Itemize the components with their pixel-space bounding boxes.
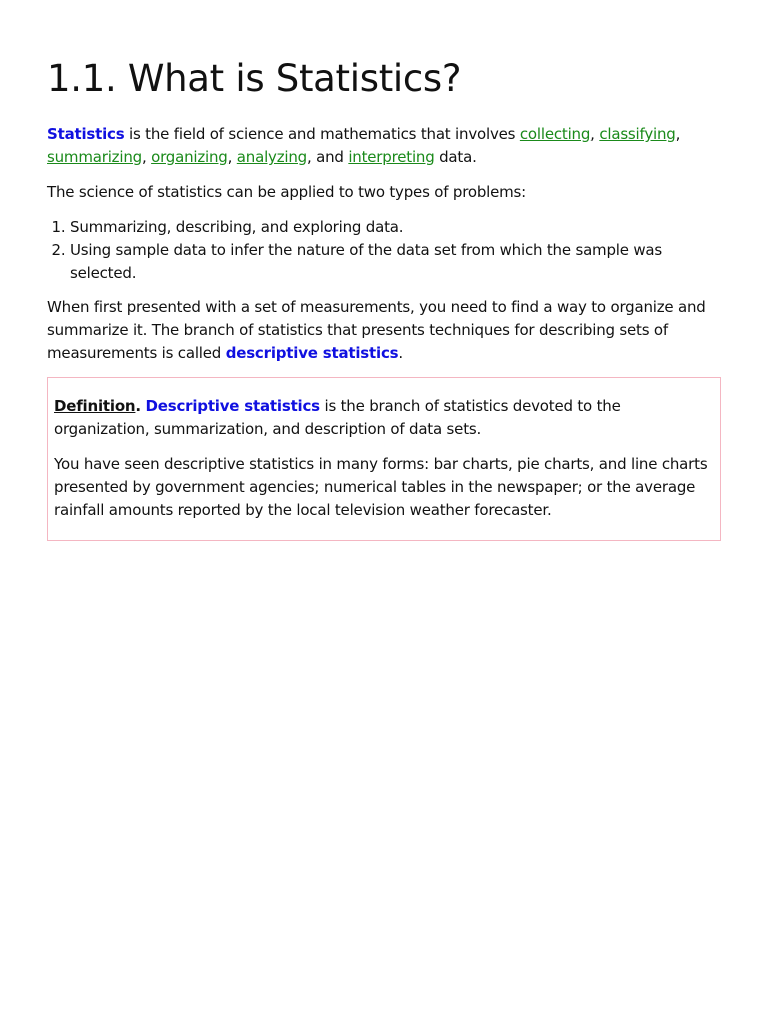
problem-types-list <box>47 216 721 285</box>
intro-text-b: data. <box>434 148 477 166</box>
definition-text: is the branch of statistics devoted to the organization, summarization, and description of data sets. <box>54 397 621 438</box>
term-descriptive-statistics: descriptive statistics <box>225 344 399 362</box>
definition-dot: . <box>135 397 141 415</box>
link-classifying[interactable]: classifying <box>599 125 676 143</box>
link-collecting[interactable]: collecting <box>519 125 591 143</box>
link-interpreting[interactable]: interpreting <box>348 148 435 166</box>
definition-term: Descriptive statistics <box>145 397 320 415</box>
separator: , <box>590 125 600 143</box>
separator: , <box>227 148 237 166</box>
definition-box <box>47 377 721 541</box>
measure-text-b: . <box>398 344 403 362</box>
definition-examples-paragraph: You have seen descriptive statistics in many forms: bar charts, pie charts, and line charts presented by government agencies; numerical tables in the newspaper; or the average rainfall amounts reported by the local television weather forecaster. <box>54 455 708 519</box>
term-statistics: Statistics <box>47 125 125 143</box>
separator: , <box>141 148 152 166</box>
intro-paragraph <box>47 123 721 169</box>
link-organizing[interactable]: organizing <box>151 148 228 166</box>
types-paragraph: The science of statistics can be applied to two types of problems: <box>47 183 527 201</box>
page-title: 1.1. What is Statistics? <box>47 57 462 100</box>
measurements-paragraph <box>47 296 721 365</box>
intro-text-a: is the field of science and mathematics that involves <box>124 125 520 143</box>
list-item: 2. Using sample data to infer the nature of the data set from which the sample was selected. <box>70 239 721 285</box>
link-analyzing[interactable]: analyzing <box>236 148 307 166</box>
measure-text-a: When first presented with a set of measurements, you need to find a way to organize and summarize it. The branch of statistics that presents techniques for describing sets of measurements is called <box>47 298 706 362</box>
definition-label: Definition <box>54 397 136 415</box>
separator: , <box>675 125 681 143</box>
definition-paragraph <box>54 395 714 441</box>
list-item: 1. Summarizing, describing, and exploring data. <box>70 216 721 239</box>
link-summarizing[interactable]: summarizing <box>47 148 142 166</box>
separator: , and <box>307 148 349 166</box>
